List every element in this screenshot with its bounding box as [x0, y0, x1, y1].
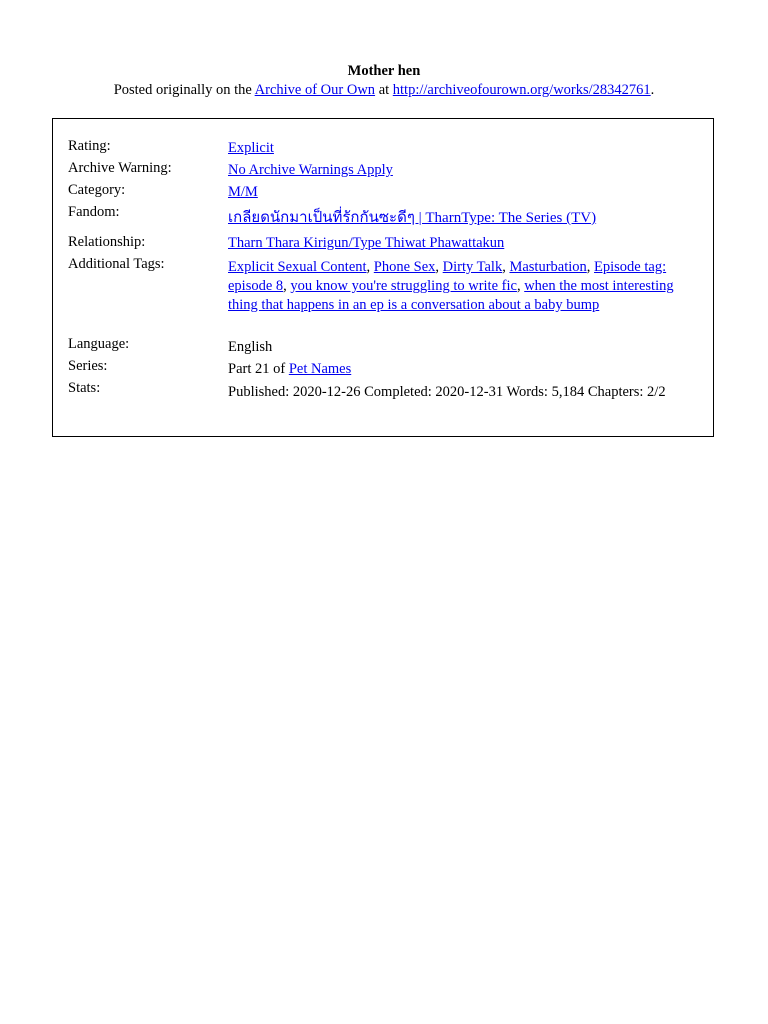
additional-tags-label: Additional Tags: — [68, 256, 165, 272]
series-label: Series: — [68, 358, 108, 374]
series-link[interactable]: Pet Names — [288, 361, 352, 377]
tag-link[interactable]: you know you're struggling to write fic — [290, 278, 517, 294]
tag-link[interactable]: when the most interesting thing that happens in an ep is a conversation about a baby bump — [228, 278, 674, 313]
at-text: at — [375, 82, 393, 98]
fandom-link[interactable]: เกลียดนักมาเป็นที่รักกันซะดีๆ | TharnType: The Series (TV) — [228, 210, 597, 226]
work-url-link[interactable]: http://archiveofourown.org/works/28342761 — [392, 82, 651, 98]
work-metadata-box — [52, 118, 714, 437]
relationship-link[interactable]: Tharn Thara Kirigun/Type Thiwat Phawattakun — [228, 235, 505, 251]
tag-link[interactable]: Phone Sex — [373, 259, 436, 275]
tag-separator: , — [586, 259, 595, 275]
rating-link[interactable]: Explicit — [228, 140, 274, 156]
work-header — [0, 62, 768, 100]
warning-label: Archive Warning: — [68, 160, 172, 176]
archive-link[interactable]: Archive of Our Own — [254, 82, 376, 98]
series-prefix: Part 21 of — [228, 361, 289, 377]
tag-separator: , — [435, 259, 443, 275]
tag-separator: , — [366, 259, 374, 275]
rating-label: Rating: — [68, 138, 111, 154]
tag-separator: , — [283, 278, 291, 294]
warning-link[interactable]: No Archive Warnings Apply — [228, 162, 393, 178]
language-value: English — [228, 339, 273, 355]
tag-separator: , — [516, 278, 525, 294]
category-label: Category: — [68, 182, 126, 198]
stats-label: Stats: — [68, 380, 101, 396]
tag-link[interactable]: Episode tag: episode 8 — [228, 259, 667, 294]
tag-separator: , — [502, 259, 510, 275]
relationship-label: Relationship: — [68, 234, 146, 250]
stats-value: Published: 2020-12-26 Completed: 2020-12-31 Words: 5,184 Chapters: 2/2 — [228, 384, 666, 400]
period: . — [650, 82, 655, 98]
additional-tags-list — [228, 258, 693, 315]
tag-link[interactable]: Explicit Sexual Content — [228, 259, 367, 275]
language-label: Language: — [68, 336, 130, 352]
posted-originally-line — [0, 81, 768, 100]
tag-link[interactable]: Masturbation — [509, 259, 587, 275]
work-title: Mother hen — [347, 63, 421, 79]
fandom-label: Fandom: — [68, 204, 120, 220]
tag-link[interactable]: Dirty Talk — [442, 259, 503, 275]
category-link[interactable]: M/M — [228, 184, 258, 200]
posted-prefix: Posted originally on the — [113, 82, 255, 98]
